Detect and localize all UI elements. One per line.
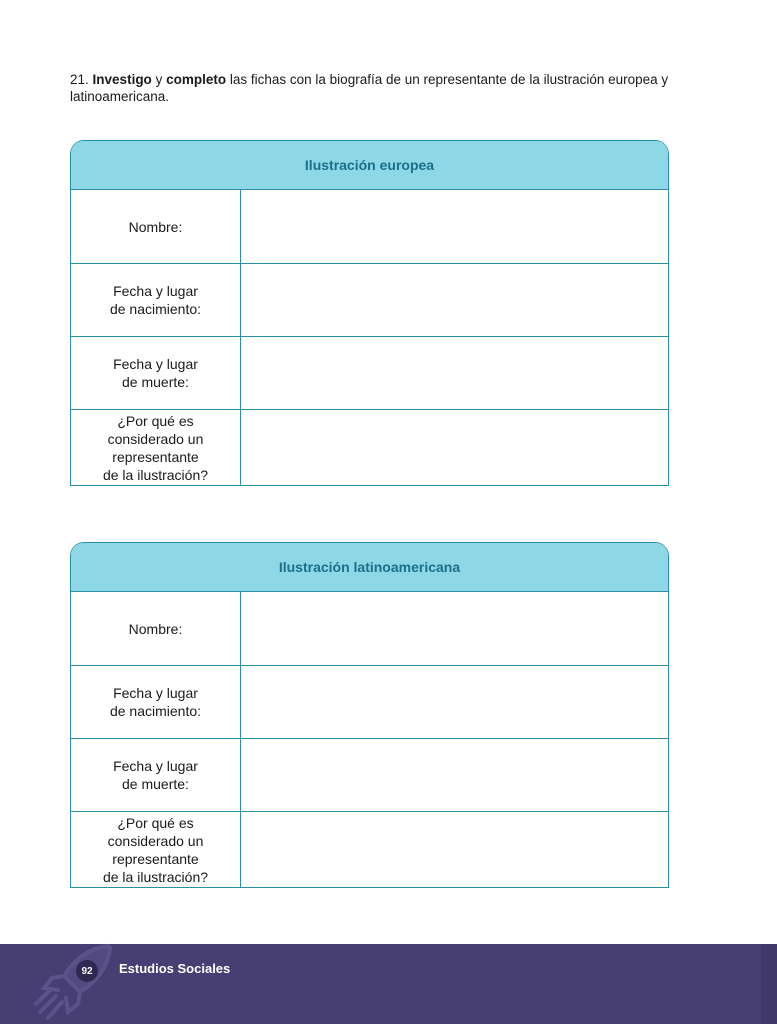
row-label-nacimiento: Fecha y lugar de nacimiento: bbox=[71, 264, 241, 336]
instruction-verb-completo: completo bbox=[166, 72, 227, 87]
footer-edge-stripe bbox=[761, 944, 777, 1024]
row-label-por-que: ¿Por qué es considerado un representante de la ilustración? bbox=[71, 410, 241, 485]
row-label-nombre: Nombre: bbox=[71, 190, 241, 263]
answer-field-muerte[interactable] bbox=[241, 739, 668, 811]
page-number-badge: 92 bbox=[76, 960, 98, 982]
answer-field-muerte[interactable] bbox=[241, 337, 668, 409]
table-row bbox=[71, 337, 668, 410]
answer-field-nombre[interactable] bbox=[241, 190, 668, 263]
table-row bbox=[71, 592, 668, 666]
card-title: Ilustración latinoamericana bbox=[71, 543, 668, 592]
table-row bbox=[71, 264, 668, 337]
table-row bbox=[71, 410, 668, 485]
answer-field-por-que[interactable] bbox=[241, 410, 668, 485]
table-row bbox=[71, 666, 668, 739]
instruction-text: las fichas con la biografía de un representante de la ilustración europea y latinoamericana. bbox=[70, 72, 669, 104]
answer-field-por-que[interactable] bbox=[241, 812, 668, 887]
card-title: Ilustración europea bbox=[71, 141, 668, 190]
row-label-nombre: Nombre: bbox=[71, 592, 241, 665]
table-row bbox=[71, 739, 668, 812]
instruction-verb-investigo: Investigo bbox=[92, 72, 152, 87]
answer-field-nacimiento[interactable] bbox=[241, 666, 668, 738]
answer-field-nacimiento[interactable] bbox=[241, 264, 668, 336]
table-row bbox=[71, 190, 668, 264]
instruction-connector: y bbox=[155, 72, 163, 87]
answer-field-nombre[interactable] bbox=[241, 592, 668, 665]
rocket-icon bbox=[30, 940, 120, 1024]
row-label-por-que: ¿Por qué es considerado un representante de la ilustración? bbox=[71, 812, 241, 887]
row-label-nacimiento: Fecha y lugar de nacimiento: bbox=[71, 666, 241, 738]
card-ilustracion-europea bbox=[70, 140, 669, 486]
row-label-muerte: Fecha y lugar de muerte: bbox=[71, 739, 241, 811]
activity-instruction bbox=[70, 71, 670, 105]
row-label-muerte: Fecha y lugar de muerte: bbox=[71, 337, 241, 409]
card-ilustracion-latinoamericana bbox=[70, 542, 669, 888]
table-row bbox=[71, 812, 668, 887]
footer-subject-title: Estudios Sociales bbox=[119, 961, 231, 976]
activity-number: 21. bbox=[70, 72, 89, 87]
